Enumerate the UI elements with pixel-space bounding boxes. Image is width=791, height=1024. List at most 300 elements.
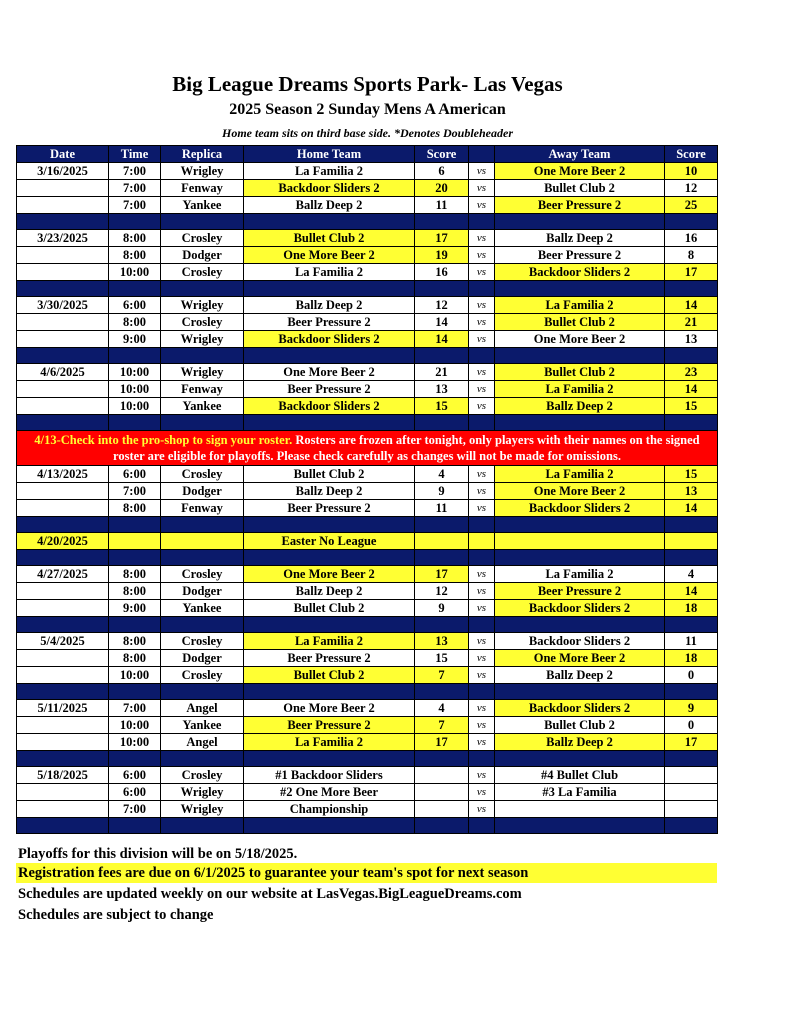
- easter-blank: [109, 533, 161, 550]
- roster-notice-text: Rosters are frozen after tonight, only players with their names on the signed roster are eligible for playoffs. Please check carefully as changes will not be made for omissions.: [113, 433, 700, 463]
- week-separator: [17, 684, 718, 700]
- home-team: La Familia 2: [244, 163, 415, 180]
- game-time: 10:00: [109, 717, 161, 734]
- game-row: [17, 466, 718, 483]
- separator-cell: [495, 214, 665, 230]
- vs-label: vs: [469, 650, 495, 667]
- game-time: 8:00: [109, 314, 161, 331]
- vs-label: vs: [469, 583, 495, 600]
- easter-row: [17, 533, 718, 550]
- game-replica: Crosley: [161, 566, 244, 583]
- away-score: 13: [665, 331, 718, 348]
- vs-label: vs: [469, 600, 495, 617]
- game-time: 6:00: [109, 767, 161, 784]
- separator-cell: [665, 281, 718, 297]
- separator-cell: [665, 348, 718, 364]
- vs-label: vs: [469, 264, 495, 281]
- home-team: Beer Pressure 2: [244, 717, 415, 734]
- week-separator: [17, 281, 718, 297]
- game-row: [17, 734, 718, 751]
- game-row: [17, 197, 718, 214]
- vs-label: vs: [469, 500, 495, 517]
- separator-cell: [244, 281, 415, 297]
- game-replica: Crosley: [161, 466, 244, 483]
- game-date: 5/4/2025: [17, 633, 109, 650]
- separator-cell: [665, 751, 718, 767]
- away-score: 9: [665, 700, 718, 717]
- away-score: [665, 784, 718, 801]
- away-team: Beer Pressure 2: [495, 583, 665, 600]
- game-time: 7:00: [109, 197, 161, 214]
- game-replica: Fenway: [161, 180, 244, 197]
- game-row: [17, 163, 718, 180]
- game-replica: Crosley: [161, 667, 244, 684]
- game-date: 3/16/2025: [17, 163, 109, 180]
- away-team: #4 Bullet Club: [495, 767, 665, 784]
- col-home-score: Score: [415, 146, 469, 163]
- separator-cell: [244, 818, 415, 834]
- game-replica: Yankee: [161, 717, 244, 734]
- game-date: [17, 331, 109, 348]
- game-time: 10:00: [109, 381, 161, 398]
- week-separator: [17, 818, 718, 834]
- game-row: [17, 264, 718, 281]
- separator-cell: [244, 751, 415, 767]
- game-replica: Wrigley: [161, 364, 244, 381]
- away-team: Ballz Deep 2: [495, 667, 665, 684]
- separator-cell: [665, 415, 718, 431]
- away-team: Ballz Deep 2: [495, 734, 665, 751]
- game-time: 7:00: [109, 163, 161, 180]
- separator-cell: [17, 550, 109, 566]
- home-score: 13: [415, 381, 469, 398]
- col-away-team: Away Team: [495, 146, 665, 163]
- separator-cell: [469, 348, 495, 364]
- game-date: [17, 717, 109, 734]
- separator-cell: [665, 214, 718, 230]
- separator-cell: [161, 415, 244, 431]
- game-time: 10:00: [109, 264, 161, 281]
- vs-label: vs: [469, 734, 495, 751]
- vs-label: vs: [469, 784, 495, 801]
- home-team: Ballz Deep 2: [244, 197, 415, 214]
- schedule-table: [16, 145, 718, 834]
- col-home-team: Home Team: [244, 146, 415, 163]
- home-team: Ballz Deep 2: [244, 483, 415, 500]
- home-team: One More Beer 2: [244, 700, 415, 717]
- separator-cell: [161, 684, 244, 700]
- home-score: 11: [415, 197, 469, 214]
- week-separator: [17, 550, 718, 566]
- away-score: 16: [665, 230, 718, 247]
- separator-cell: [495, 348, 665, 364]
- away-team: Beer Pressure 2: [495, 197, 665, 214]
- game-time: 8:00: [109, 583, 161, 600]
- game-row: [17, 566, 718, 583]
- separator-cell: [244, 517, 415, 533]
- home-score: 7: [415, 667, 469, 684]
- roster-notice-highlight: 4/13-Check into the pro-shop to sign your roster.: [34, 433, 293, 447]
- separator-cell: [415, 751, 469, 767]
- vs-label: vs: [469, 230, 495, 247]
- separator-cell: [161, 550, 244, 566]
- home-team: Beer Pressure 2: [244, 650, 415, 667]
- game-time: 10:00: [109, 398, 161, 415]
- game-row: [17, 247, 718, 264]
- vs-label: vs: [469, 667, 495, 684]
- vs-label: vs: [469, 633, 495, 650]
- vs-label: vs: [469, 717, 495, 734]
- game-row: [17, 381, 718, 398]
- vs-label: vs: [469, 180, 495, 197]
- game-date: [17, 247, 109, 264]
- away-team: [495, 801, 665, 818]
- vs-label: vs: [469, 197, 495, 214]
- separator-cell: [469, 415, 495, 431]
- vs-label: vs: [469, 364, 495, 381]
- away-team: Bullet Club 2: [495, 314, 665, 331]
- separator-cell: [415, 214, 469, 230]
- home-score: 15: [415, 650, 469, 667]
- home-team: Bullet Club 2: [244, 230, 415, 247]
- game-row: [17, 364, 718, 381]
- game-date: [17, 483, 109, 500]
- home-team: #2 One More Beer: [244, 784, 415, 801]
- away-score: 15: [665, 398, 718, 415]
- away-team: La Familia 2: [495, 566, 665, 583]
- away-score: 14: [665, 381, 718, 398]
- week-separator: [17, 751, 718, 767]
- away-team: Ballz Deep 2: [495, 398, 665, 415]
- game-row: [17, 180, 718, 197]
- roster-notice-row: [17, 431, 718, 466]
- game-row: [17, 500, 718, 517]
- separator-cell: [17, 415, 109, 431]
- separator-cell: [469, 281, 495, 297]
- away-team: La Familia 2: [495, 381, 665, 398]
- home-score: 21: [415, 364, 469, 381]
- away-score: 14: [665, 297, 718, 314]
- separator-cell: [244, 550, 415, 566]
- game-date: [17, 600, 109, 617]
- game-date: 3/30/2025: [17, 297, 109, 314]
- vs-label: vs: [469, 700, 495, 717]
- home-team: One More Beer 2: [244, 247, 415, 264]
- game-date: [17, 314, 109, 331]
- game-time: 8:00: [109, 230, 161, 247]
- separator-cell: [415, 684, 469, 700]
- separator-cell: [469, 550, 495, 566]
- col-time: Time: [109, 146, 161, 163]
- home-score: 11: [415, 500, 469, 517]
- col-date: Date: [17, 146, 109, 163]
- home-score: 15: [415, 398, 469, 415]
- separator-cell: [109, 617, 161, 633]
- away-team: Beer Pressure 2: [495, 247, 665, 264]
- game-date: 3/23/2025: [17, 230, 109, 247]
- separator-cell: [469, 617, 495, 633]
- separator-cell: [665, 617, 718, 633]
- vs-label: vs: [469, 483, 495, 500]
- easter-blank: [415, 533, 469, 550]
- game-row: [17, 801, 718, 818]
- game-time: 8:00: [109, 650, 161, 667]
- home-score: 20: [415, 180, 469, 197]
- vs-label: vs: [469, 331, 495, 348]
- game-date: [17, 667, 109, 684]
- separator-cell: [469, 751, 495, 767]
- separator-cell: [665, 684, 718, 700]
- separator-cell: [495, 281, 665, 297]
- away-team: Backdoor Sliders 2: [495, 264, 665, 281]
- vs-label: vs: [469, 297, 495, 314]
- game-row: [17, 230, 718, 247]
- vs-label: vs: [469, 398, 495, 415]
- schedule-body: [17, 163, 718, 834]
- home-team: One More Beer 2: [244, 566, 415, 583]
- game-time: 6:00: [109, 466, 161, 483]
- home-team: Backdoor Sliders 2: [244, 180, 415, 197]
- away-team: Backdoor Sliders 2: [495, 600, 665, 617]
- game-replica: Fenway: [161, 500, 244, 517]
- game-date: [17, 734, 109, 751]
- home-team: Beer Pressure 2: [244, 500, 415, 517]
- away-team: Backdoor Sliders 2: [495, 700, 665, 717]
- game-date: 5/18/2025: [17, 767, 109, 784]
- game-row: [17, 717, 718, 734]
- separator-cell: [665, 550, 718, 566]
- footer-registration: Registration fees are due on 6/1/2025 to guarantee your team's spot for next season: [16, 863, 717, 883]
- vs-label: vs: [469, 247, 495, 264]
- game-replica: Crosley: [161, 633, 244, 650]
- game-row: [17, 667, 718, 684]
- separator-cell: [495, 684, 665, 700]
- away-team: La Familia 2: [495, 297, 665, 314]
- game-row: [17, 767, 718, 784]
- away-score: 17: [665, 264, 718, 281]
- game-replica: Wrigley: [161, 801, 244, 818]
- separator-cell: [17, 751, 109, 767]
- separator-cell: [665, 517, 718, 533]
- separator-cell: [244, 415, 415, 431]
- separator-cell: [109, 818, 161, 834]
- separator-cell: [495, 751, 665, 767]
- game-date: 4/6/2025: [17, 364, 109, 381]
- game-time: 7:00: [109, 801, 161, 818]
- away-team: Ballz Deep 2: [495, 230, 665, 247]
- away-team: Bullet Club 2: [495, 180, 665, 197]
- footer-website: Schedules are updated weekly on our website at LasVegas.BigLeagueDreams.com: [18, 886, 522, 902]
- home-team: Backdoor Sliders 2: [244, 398, 415, 415]
- vs-label: vs: [469, 767, 495, 784]
- away-score: 12: [665, 180, 718, 197]
- home-score: 16: [415, 264, 469, 281]
- home-score: 17: [415, 566, 469, 583]
- game-row: [17, 483, 718, 500]
- away-team: Bullet Club 2: [495, 717, 665, 734]
- separator-cell: [161, 617, 244, 633]
- game-row: [17, 583, 718, 600]
- away-score: 14: [665, 500, 718, 517]
- game-time: 8:00: [109, 566, 161, 583]
- home-team: Championship: [244, 801, 415, 818]
- home-score: 4: [415, 466, 469, 483]
- separator-cell: [415, 517, 469, 533]
- home-score: 13: [415, 633, 469, 650]
- game-replica: Crosley: [161, 767, 244, 784]
- away-score: 18: [665, 600, 718, 617]
- away-team: Bullet Club 2: [495, 364, 665, 381]
- away-score: 18: [665, 650, 718, 667]
- separator-cell: [495, 818, 665, 834]
- separator-cell: [665, 818, 718, 834]
- away-score: 0: [665, 717, 718, 734]
- game-replica: Crosley: [161, 230, 244, 247]
- game-replica: Angel: [161, 700, 244, 717]
- away-score: 10: [665, 163, 718, 180]
- game-date: [17, 381, 109, 398]
- game-date: [17, 801, 109, 818]
- game-replica: Crosley: [161, 264, 244, 281]
- easter-date: 4/20/2025: [17, 533, 109, 550]
- game-date: [17, 180, 109, 197]
- game-date: [17, 398, 109, 415]
- game-replica: Fenway: [161, 381, 244, 398]
- home-team: Backdoor Sliders 2: [244, 331, 415, 348]
- home-score: 14: [415, 331, 469, 348]
- separator-cell: [495, 415, 665, 431]
- game-time: 7:00: [109, 180, 161, 197]
- away-team: La Familia 2: [495, 466, 665, 483]
- separator-cell: [415, 818, 469, 834]
- game-date: [17, 583, 109, 600]
- away-team: One More Beer 2: [495, 650, 665, 667]
- col-replica: Replica: [161, 146, 244, 163]
- vs-label: vs: [469, 314, 495, 331]
- game-date: 5/11/2025: [17, 700, 109, 717]
- game-date: [17, 264, 109, 281]
- col-vs: [469, 146, 495, 163]
- home-team: #1 Backdoor Sliders: [244, 767, 415, 784]
- game-time: 8:00: [109, 247, 161, 264]
- game-row: [17, 650, 718, 667]
- separator-cell: [17, 517, 109, 533]
- page-note: Home team sits on third base side. *Denotes Doubleheader: [222, 126, 513, 140]
- separator-cell: [469, 818, 495, 834]
- game-date: [17, 784, 109, 801]
- home-score: [415, 767, 469, 784]
- game-row: [17, 700, 718, 717]
- game-replica: Dodger: [161, 583, 244, 600]
- separator-cell: [109, 684, 161, 700]
- separator-cell: [495, 550, 665, 566]
- away-score: 23: [665, 364, 718, 381]
- away-score: 21: [665, 314, 718, 331]
- home-score: 17: [415, 734, 469, 751]
- away-score: 0: [665, 667, 718, 684]
- home-score: [415, 801, 469, 818]
- home-score: 9: [415, 483, 469, 500]
- separator-cell: [17, 684, 109, 700]
- footer-change: Schedules are subject to change: [18, 907, 214, 923]
- separator-cell: [161, 818, 244, 834]
- home-score: 12: [415, 297, 469, 314]
- game-row: [17, 297, 718, 314]
- separator-cell: [244, 214, 415, 230]
- game-time: 9:00: [109, 331, 161, 348]
- game-time: 9:00: [109, 600, 161, 617]
- week-separator: [17, 415, 718, 431]
- game-row: [17, 600, 718, 617]
- game-time: 7:00: [109, 483, 161, 500]
- game-replica: Wrigley: [161, 163, 244, 180]
- away-score: [665, 801, 718, 818]
- game-replica: Crosley: [161, 314, 244, 331]
- separator-cell: [415, 550, 469, 566]
- home-team: Beer Pressure 2: [244, 314, 415, 331]
- separator-cell: [469, 684, 495, 700]
- away-team: One More Beer 2: [495, 331, 665, 348]
- separator-cell: [109, 517, 161, 533]
- away-score: 8: [665, 247, 718, 264]
- separator-cell: [109, 415, 161, 431]
- home-team: La Familia 2: [244, 264, 415, 281]
- away-score: 14: [665, 583, 718, 600]
- home-score: 9: [415, 600, 469, 617]
- game-time: 7:00: [109, 700, 161, 717]
- separator-cell: [109, 281, 161, 297]
- easter-blank: [161, 533, 244, 550]
- away-score: [665, 767, 718, 784]
- game-time: 6:00: [109, 297, 161, 314]
- away-team: #3 La Familia: [495, 784, 665, 801]
- away-team: Backdoor Sliders 2: [495, 633, 665, 650]
- away-score: 17: [665, 734, 718, 751]
- week-separator: [17, 214, 718, 230]
- separator-cell: [109, 550, 161, 566]
- game-replica: Wrigley: [161, 331, 244, 348]
- table-header: [17, 146, 718, 163]
- separator-cell: [161, 281, 244, 297]
- easter-blank: [495, 533, 665, 550]
- game-row: [17, 784, 718, 801]
- week-separator: [17, 348, 718, 364]
- roster-notice: [17, 431, 718, 466]
- separator-cell: [495, 517, 665, 533]
- week-separator: [17, 517, 718, 533]
- vs-label: vs: [469, 466, 495, 483]
- away-team: One More Beer 2: [495, 483, 665, 500]
- game-time: 6:00: [109, 784, 161, 801]
- vs-label: vs: [469, 566, 495, 583]
- game-time: 10:00: [109, 667, 161, 684]
- game-replica: Yankee: [161, 600, 244, 617]
- easter-blank: [469, 533, 495, 550]
- separator-cell: [17, 281, 109, 297]
- game-date: 4/27/2025: [17, 566, 109, 583]
- separator-cell: [17, 617, 109, 633]
- home-team: One More Beer 2: [244, 364, 415, 381]
- game-row: [17, 331, 718, 348]
- separator-cell: [109, 348, 161, 364]
- game-date: [17, 650, 109, 667]
- home-team: Bullet Club 2: [244, 466, 415, 483]
- separator-cell: [161, 348, 244, 364]
- page-subtitle: 2025 Season 2 Sunday Mens A American: [229, 101, 506, 118]
- separator-cell: [415, 348, 469, 364]
- away-team: Backdoor Sliders 2: [495, 500, 665, 517]
- game-time: 10:00: [109, 734, 161, 751]
